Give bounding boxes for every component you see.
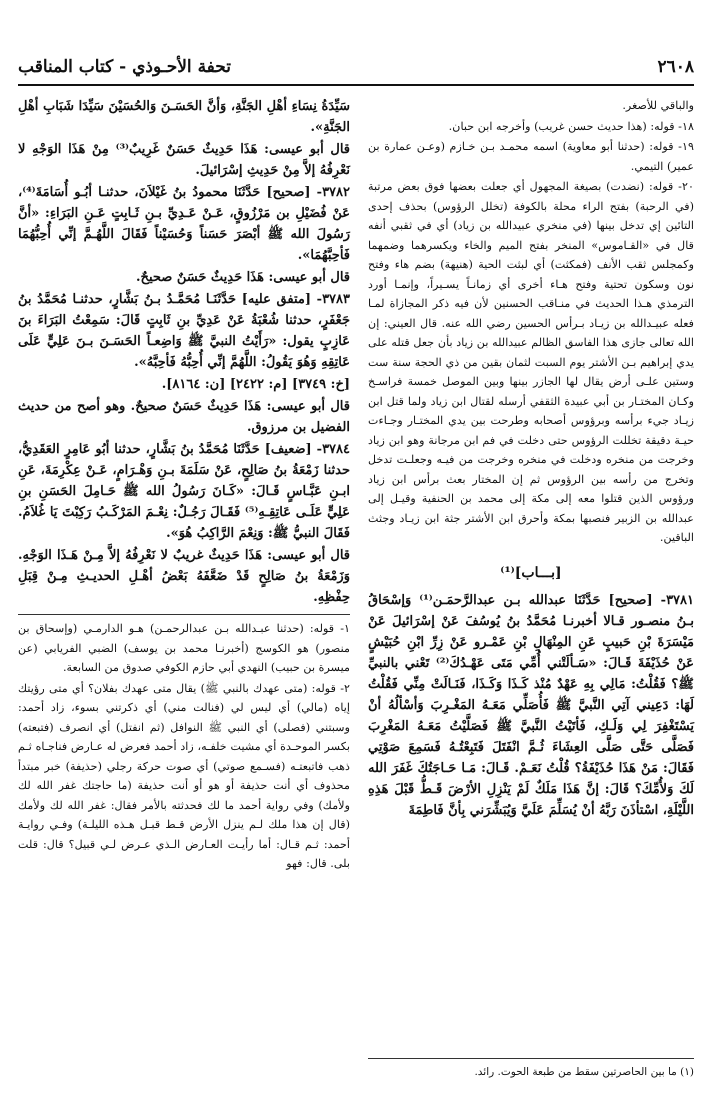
- hadith-paragraph: ٣٧٨٢- [صحيح] حَدَّثَنَا محمودُ بنُ غَيْلاَنَ، حدثنـا أبُـو أُسَامَةَ⁽⁴⁾، عَنْ فُضَيْلِ بن مَرْزُوقٍ، عَـنْ عَـدِيِّ بـنِ ثَـابِتٍ عَـنِ البَرَاءِ: «أنَّ رَسُولَ الله ﷺ أبْصَرَ حَسَناً وَحُسَيْناً فَقَالَ اللَّهُـمَّ إنِّي أُحِبُّهُمَا فَأحِبَّهُمَا».: [18, 185, 350, 263]
- page-number: ٢٦٠٨: [657, 57, 694, 77]
- chapter-heading: [بـــاب]⁽¹⁾: [500, 564, 562, 581]
- hadith-paragraph: قال أبو عيسى: هَذَا حَدِيثٌ حَسَنٌ صحيحٌ.: [136, 270, 350, 285]
- hadith-paragraph: ٣٧٨٣- [متفق عليه] حَدَّثَنَـا مُحَمَّـدُ بـنُ بَشَّارٍ، حدثنـا مُحَمَّدُ بنُ جَعْفَرٍ، حدثنا شُعْبَةُ عَنْ عَدِيِّ بنِ ثَابِتٍ قَالَ: سَمِعْتُ البَرَاءَ بنَ عَازِبٍ يقول: «رَأَيْتُ النبيَّ ﷺ وَاضِعـاً الحَسَـنَ بـنَ عَلِيٍّ عَلَى عَاتِقِهِ وَهُوَ يَقُولُ: اللَّهُمَّ إنِّي أُحِبُّهُ فَأحِبَّهُ».: [18, 292, 350, 370]
- hadith-paragraph: قال أبو عيسى: هَذَا حَدِيثٌ حَسَنٌ صحيحٌ. وهو أصح من حديث الفضيل بن مرزوق.: [18, 399, 350, 435]
- hadith-paragraph: ٣٧٨٤- [ضعيف] حَدَّثَنَا مُحَمَّدُ بنُ بَشَّارٍ، حدثنا أبُو عَامِرٍ العَقَدِيُّ، حدثنا زَمْعَةُ بنُ صَالِحٍ، عَنْ سَلَمَةَ بـنِ وَهْـرَامٍ، عَـنْ عِكْرِمَةَ، عَنِ ابـنِ عَبَّـاسٍ قَـالَ: «كَـانَ رَسُولُ الله ﷺ حَـامِلَ الحَسَنِ بنِ عَلِيٍّ عَلَـى عَاتِقِـهِ⁽⁵⁾ فَقَـالَ رَجُـلٌ: نِعْـمَ المَرْكَـبُ رَكِبْتَ يَا غُلاَمُ. فَقَالَ النبيُّ ﷺ: وَنِعْمَ الرَّاكِبُ هُوَ».: [18, 442, 350, 541]
- right-column: [368, 96, 694, 822]
- commentary-paragraph: ١٩- قوله: (حدثنا أبو معاوية) اسمه محمـد بـن خـازم (وعـن عمارة بن عمير) التيمي.: [368, 140, 694, 173]
- running-header: [18, 52, 694, 82]
- commentary-paragraph: والباقي للأصغر.: [622, 99, 694, 112]
- notes-divider: [18, 614, 350, 615]
- commentary-paragraph: ١٨- قوله: (هذا حديث حسن غريب) وأخرجه ابن حبان.: [448, 119, 694, 133]
- header-rule: [18, 84, 694, 86]
- hadith-text: ٣٧٨١- [صحيح] حَدَّثَنَا عبدالله بـن عبدالرَّحمَـن⁽¹⁾ وَإسْحَاقُ بـنُ منصـور قـالا أخبرنـا مُحَمَّدُ بنُ يُوسُفَ عَنْ إسْرَائيلَ عَنْ مَيْسَرَةَ بْنِ حَبيبٍ عَنِ المِنْهَالِ بْنِ عَمْـرو عَنْ زِرِّ ابْنِ حُبَيْشٍ عَنْ حُذَيْفَةَ قَـالَ: «سَـألَتْني أُمِّي مَتَى عَهْـدُكَ⁽²⁾ تَعْني بالنبيِّ ﷺ؟ فَقُلْتُ: مَالِي بِهِ عَهْدٌ مُنْذ كَـذَا وَكَـذَا، فَنَـالَتْ مِنِّي فَقُلْتُ لَهَا: دَعِيني آتِي النَّبيَّ ﷺ فَأُصَلِّي مَعَـهُ المَغْـرِبَ وَأسْألُهُ أنْ يَسْتَغْفِرَ لِي وَلَـكِ، فَأتَيْتُ النَّبيَّ ﷺ فَصَلَّيْتُ مَعَـهُ المَغْرِبَ فَصَلَّى حَتَّى صَلَّى العِشَاءَ ثُـمَّ انْفَتَلَ فَتَبِعْتُـهُ فَسَمِعَ صَوْتِي فَقَالَ: مَنْ هَذَا حُذَيْفَةُ؟ قُلْتُ نَعَـمْ. قَـالَ: مَـا حَـاجَتُكَ غَفَرَ الله لَكَ وَلأُمِّكَ؟ قَالَ: إنَّ هَذَا مَلَكٌ لَمْ يَنْزِلِ الأرْضَ قَـطُّ قَبْلَ هَذِهِ اللَّيْلَةِ، اسْتأذَنَ رَبَّهُ أنْ يُسَلِّمَ عَلَيَّ وَيُبَشِّرَني بِأنَّ فَاطِمَةَ: [368, 592, 695, 818]
- hadith-paragraph: قال أبو عيسى: هَذَا حَدِيثٌ حَسَنٌ غَرِيبٌ⁽³⁾ مِنْ هَذَا الوَجْهِ لا نَعْرِفُهُ إلاَّ مِنْ حَدِيثِ إسْرَائيلَ.: [18, 142, 350, 178]
- book-title: تحفة الأحـوذي - كتاب المناقب: [18, 57, 231, 77]
- commentary-note: ٢- قوله: (متى عهدك بالنبي ﷺ) يقال متى عهدك بفلان؟ أي متى رؤيتك إياه (مالي) أي ليس لي (فنالت مني) أي ذكرتني بسوء، زاد أحمد: وسبتني (فصلى) أي النبي ﷺ النوافل (ثم انفتل) أي انصرف (فتبعته) بكسر الموحـدة أي مشيت خلفـه، زاد أحمد فعرض له عـارض فناجـاه ثـم ذهب فاتبعتـه (فسـمع صوتي) أي صوت حركة رجلي (حذيفة) خبر مبتدأ محذوف أي أنت حذيفة أو هو أو أنت حذيفة (ما حاجتك غفر الله لك ولأمك) وفي رواية أحمد ما لك فحدثته بالأمر فقال: غفر الله لك ولأمك (قال إن هذا ملك لـم ينزل الأرض قـط قبـل هـذه الليلـة) وفـي روايـة أحمد: ثـم قـال: أما رأيـت العـارض الـذي عـرض لـي قبيل؟ قال: قلت بلى. قال: فهو: [18, 681, 350, 870]
- footnote-rule: [368, 1058, 694, 1059]
- left-column: [18, 96, 350, 875]
- hadith-reference: [خ: ٣٧٤٩] [م: ٢٤٢٢] [ن: ٨١٦٤].: [161, 377, 350, 392]
- hadith-paragraph: سَيِّدَةُ نِسَاءِ أهْلِ الجَنَّةِ، وَأنَّ الحَسَـنَ وَالحُسَيْنَ سَيِّدَا شَبَابِ أهْلِ الجَنَّةِ».: [18, 99, 350, 135]
- hadith-paragraph: قال أبو عيسى: هَذَا حَدِيثٌ غريبٌ لا نَعْرِفُهُ إلاَّ مِـنْ هَـذَا الوَجْهِ. وَزَمْعَةُ بنُ صَالِحٍ قَدْ ضَعَّفَهُ بَعْضُ أهْـلِ الحديـثِ مِـنْ قِبَلِ حِفْظِهِ.: [18, 548, 350, 605]
- commentary-note: ١- قوله: (حدثنا عبـدالله بـن عبدالرحمـن) هـو الدارمـي (وإسحاق بن منصور) هو الكوسج (أخبرنـا محمد بن يوسف) الضبي الفريابي (عن ميسرة بن حبيب) النهدي أبي حازم الكوفي صدوق من السابعة.: [18, 622, 350, 674]
- commentary-paragraph: ٢٠- قوله: (نضدت) بصيغة المجهول أي جعلت بعضها فوق بعض مرتبة (في الرحبة) بفتح الراء محلة بالكوفة (تخلل الرؤوس) بحذف إحدى التائين إي تدخل بينها (في منخري عبيدالله بن زياد) أي في ثقبي أنفه قال في «القـاموس» المنخر بفتح الميم والخاء ويكسرهما وضمهما وكمجلس ثقب الأنف (فمكثت) أي لبثت الحية (هنيهة) بضم هاء وفتح نون وسكون تحتية وفتح هـاء أخرى أي زمانـاً يسـيراً، وإنمـا أورد الترمذي هـذا الحديث في منـاقب الحسنين لأن فيه ذكر المجازاة لمـا فعله عبيـدالله بن زيـاد بـرأس الحسين رضي الله عنه. قال العيني: إن الله تعالى جازى هذا الفاسق الظالم عبيدالله بن زياد بأن جعل قتله على يدي إبراهيم بـن الأشتر يوم السبت لثمان بقين من ذي الحجة سنة ست وستين علـى أرض يقال لها الجازر بينها وبين الموصل خمسة فراسـخ وكـان المختـار بن أبي عبيدة الثقفي أرسله لقتال ابن زياد ولما قتل ابن زيـاد جيء برأسه وبرؤوس أصحابه وطرحت بين يدي المختـار وجـاءت حيـة دقيقة تخللت الرؤوس حتى دخلت في فم ابن مرجانة وهو ابن زياد وخرجت من منخره ودخلت في منخره وخرجت من فيـه وجعلـت تدخل وتخرج من رأسه بين الرؤوس ثم إن المختار بعث برأس ابن زياد ورؤوس الذين قتلوا معه إلى مكة إلى محمد بن الحنفية وقيـل إلى عبدالله بن الزبير فنصبها بمكة وأحرق ابن الأشتر جثة ابن زيـاد وجثث الباقين.: [368, 180, 694, 544]
- footnote: (١) ما بين الحاصرتين سقط من طبعة الحوت. رائد.: [474, 1066, 694, 1078]
